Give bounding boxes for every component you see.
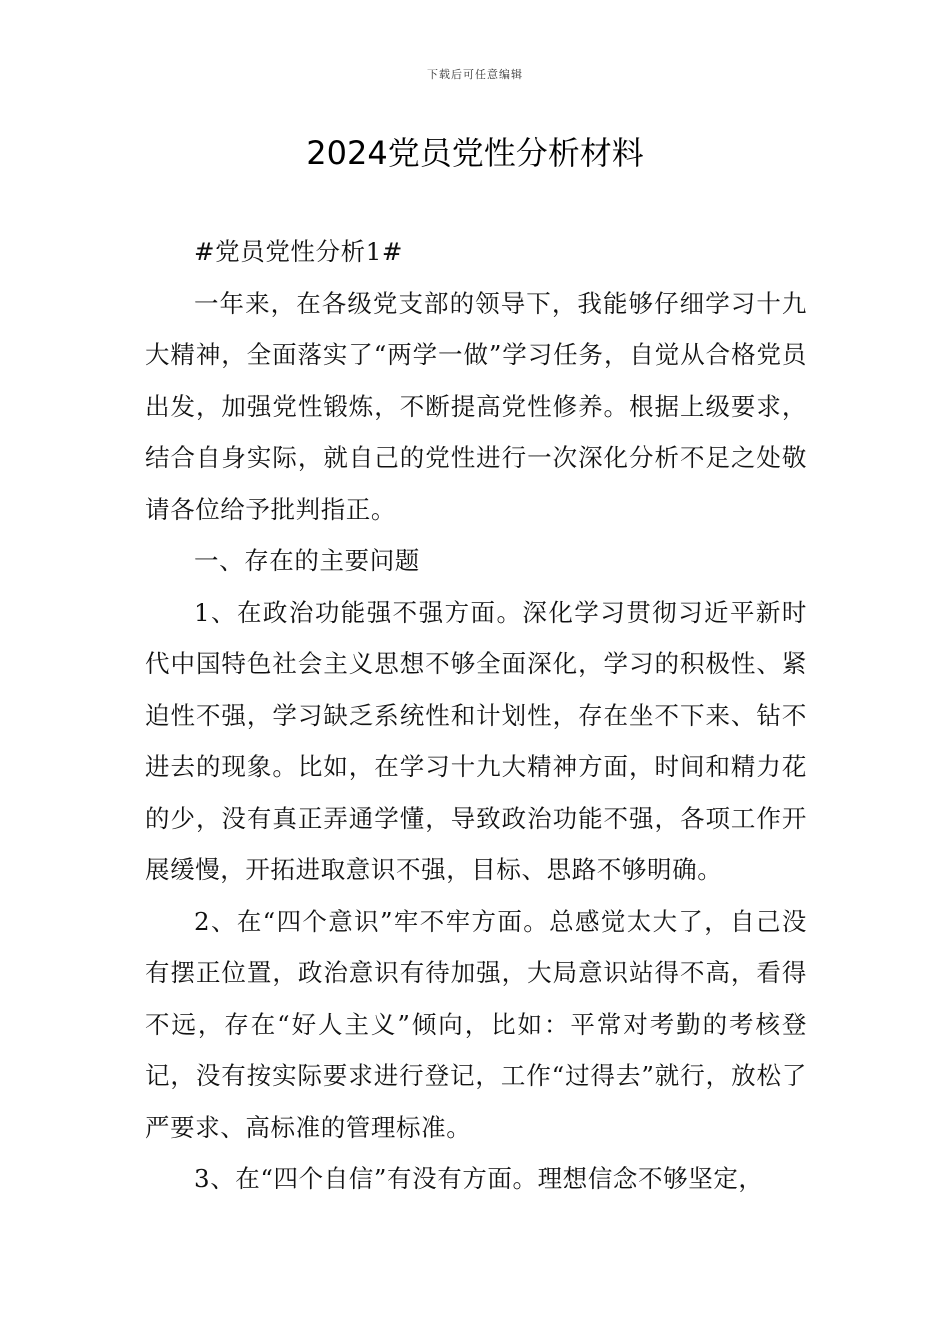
section-heading-analysis-1: #党员党性分析1# bbox=[194, 237, 404, 266]
section-heading-main-problems: 一、存在的主要问题 bbox=[194, 546, 420, 575]
problem-paragraph-2: 2、在“四个意识”牢不牢方面。总感觉太大了，自己没有摆正位置，政治意识有待加强，大局意识站得不高，看得不远，存在“好人主义”倾向，比如：平常对考勤的考核登记，没有按实际要求进行登记，工作“过得去”就行，放松了严要求、高标准的管理标准。 bbox=[145, 906, 807, 1142]
document-body bbox=[145, 226, 807, 1205]
header-note: 下载后可任意编辑 bbox=[427, 68, 523, 81]
intro-paragraph: 一年来，在各级党支部的领导下，我能够仔细学习十九大精神，全面落实了“两学一做”学习任务，自觉从合格党员出发，加强党性锻炼，不断提高党性修养。根据上级要求，结合自身实际，就自己的党性进行一次深化分析不足之处敬请各位给予批判指正。 bbox=[145, 288, 807, 524]
problem-paragraph-1: 1、在政治功能强不强方面。深化学习贯彻习近平新时代中国特色社会主义思想不够全面深化，学习的积极性、紧迫性不强，学习缺乏系统性和计划性，存在坐不下来、钻不进去的现象。比如，在学习十九大精神方面，时间和精力花的少，没有真正弄通学懂，导致政治功能不强，各项工作开展缓慢，开拓进取意识不强，目标、思路不够明确。 bbox=[145, 597, 807, 884]
document-title: 2024党员党性分析材料 bbox=[306, 134, 644, 172]
problem-paragraph-3: 3、在“四个自信”有没有方面。理想信念不够坚定， bbox=[194, 1164, 764, 1193]
